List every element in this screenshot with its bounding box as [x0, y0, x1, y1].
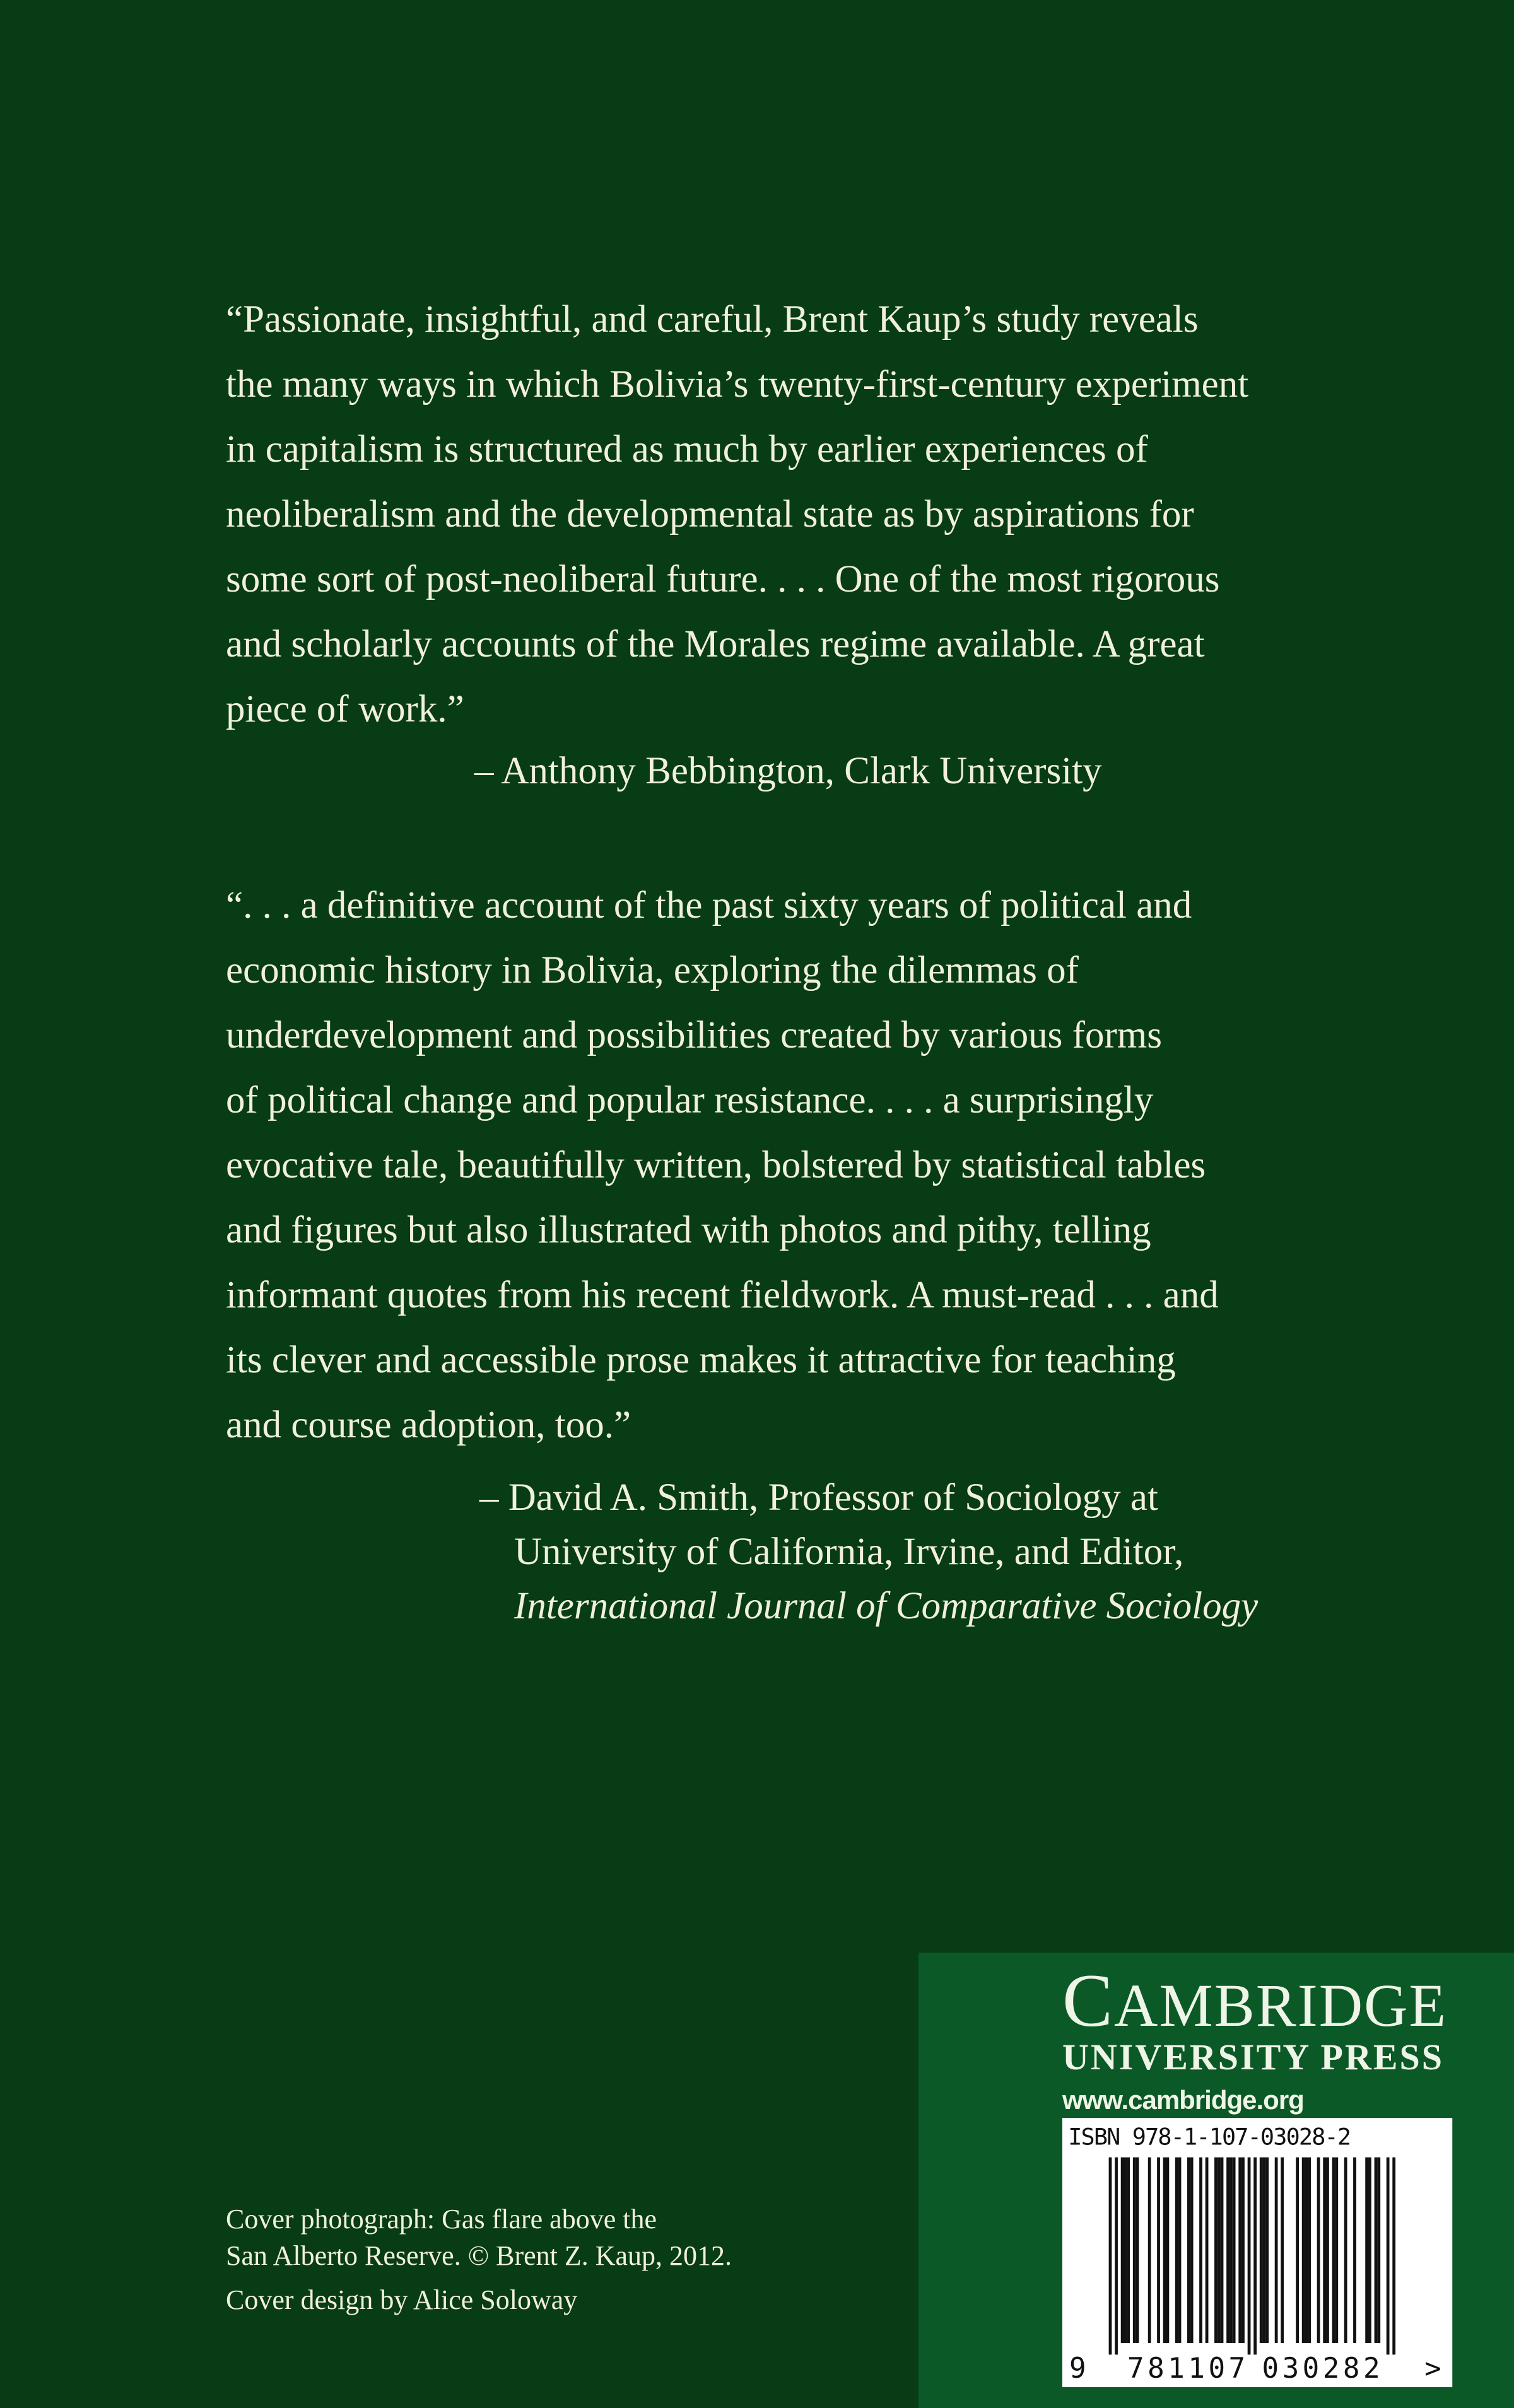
barcode-bar	[1302, 2158, 1305, 2343]
attribution-line: University of California, Irvine, and Editor,	[514, 1531, 1184, 1573]
quote-line: neoliberalism and the developmental state as by aspirations for	[226, 493, 1194, 535]
barcode-bar	[1368, 2158, 1371, 2343]
barcode-bar	[1275, 2158, 1278, 2343]
quote-line: some sort of post-neoliberal future. . . . One of the most rigorous	[226, 558, 1220, 600]
photo-credit-line: San Alberto Reserve. © Brent Z. Kaup, 2012.	[226, 2240, 732, 2271]
quote-line: informant quotes from his recent fieldwork. A must-read . . . and	[226, 1274, 1219, 1316]
publisher-subtitle: UNIVERSITY PRESS	[1062, 2037, 1445, 2078]
design-credit: Cover design by Alice Soloway	[226, 2284, 578, 2315]
quote-line: its clever and accessible prose makes it attractive for teaching	[226, 1339, 1176, 1381]
quote-line: “Passionate, insightful, and careful, Brent Kaup’s study reveals	[226, 298, 1199, 341]
barcode-bar	[1148, 2158, 1151, 2343]
quote-line: economic history in Bolivia, exploring the dilemmas of	[226, 949, 1079, 991]
photo-credit-line: Cover photograph: Gas flare above the	[226, 2204, 657, 2235]
publisher-name	[1062, 1958, 1448, 2042]
publisher-url: www.cambridge.org	[1062, 2085, 1304, 2115]
barcode-bar	[1296, 2158, 1299, 2343]
barcode-bar	[1221, 2158, 1224, 2343]
barcode-bars	[1062, 2118, 1452, 2387]
quote-line: “. . . a definitive account of the past sixty years of political and	[226, 884, 1192, 926]
cover-credits	[226, 2201, 732, 2318]
barcode-quiet-zone-arrow: >	[1424, 2352, 1441, 2385]
barcode-bar	[1253, 2158, 1257, 2355]
quote-bebbington	[226, 287, 1248, 742]
barcode-bar	[1241, 2158, 1245, 2343]
barcode-bar	[1190, 2158, 1194, 2343]
quote-line: and scholarly accounts of the Morales regime available. A great	[226, 623, 1205, 665]
barcode-bar	[1157, 2158, 1160, 2343]
quote-line: of political change and popular resistance. . . . a surprisingly	[226, 1079, 1154, 1121]
barcode-bar	[1344, 2158, 1347, 2343]
barcode-bar	[1187, 2158, 1190, 2343]
barcode-bar	[1392, 2158, 1395, 2355]
quote-line: and course adoption, too.”	[226, 1404, 631, 1446]
barcode-bar	[1136, 2158, 1139, 2343]
barcode-bar	[1121, 2158, 1124, 2343]
barcode-bar	[1226, 2158, 1229, 2343]
publisher-logo	[1062, 1958, 1448, 2115]
barcode-bar	[1375, 2158, 1378, 2343]
barcode-bar	[1323, 2158, 1326, 2343]
barcode-bar	[1133, 2158, 1136, 2343]
barcode-bar	[1206, 2158, 1209, 2343]
publisher-name-rest: AMBRIDGE	[1114, 1972, 1448, 2039]
barcode-bar	[1260, 2158, 1263, 2343]
barcode-bar	[1124, 2158, 1127, 2343]
barcode-bar	[1326, 2158, 1329, 2343]
quote-line: and figures but also illustrated with photos and pithy, telling	[226, 1209, 1151, 1251]
barcode-bar	[1353, 2158, 1356, 2343]
barcode-bar	[1199, 2158, 1202, 2343]
barcode-bar	[1365, 2158, 1368, 2343]
quote-line: evocative tale, beautifully written, bolstered by statistical tables	[226, 1144, 1206, 1186]
isbn-label: ISBN 978-1-107-03028-2	[1068, 2122, 1351, 2151]
barcode-bar	[1229, 2158, 1233, 2343]
isbn-barcode	[1062, 2118, 1452, 2387]
publisher-name-initial: C	[1062, 1958, 1115, 2042]
barcode-bar	[1317, 2158, 1320, 2343]
barcode-bar	[1115, 2158, 1118, 2355]
attribution-line: – David A. Smith, Professor of Sociology at	[479, 1476, 1158, 1519]
quote-smith	[226, 873, 1219, 1458]
barcode-bar	[1127, 2158, 1130, 2343]
barcode-digits-left: 781107	[1127, 2352, 1249, 2385]
barcode-bar	[1248, 2158, 1251, 2355]
barcode-lead-digit: 9	[1069, 2352, 1086, 2385]
barcode-bar	[1335, 2158, 1338, 2343]
barcode-bar	[1263, 2158, 1266, 2343]
attribution-journal	[479, 1579, 1258, 1634]
journal-title: International Journal of Comparative Sociology	[514, 1585, 1259, 1627]
barcode-bar	[1377, 2158, 1380, 2343]
attribution-bebbington: – Anthony Bebbington, Clark University	[474, 750, 1102, 792]
barcode-bar	[1308, 2158, 1311, 2343]
barcode-bar	[1109, 2158, 1112, 2355]
quote-line: the many ways in which Bolivia’s twenty-first-century experiment	[226, 363, 1249, 406]
quote-line: in capitalism is structured as much by earlier experiences of	[226, 428, 1148, 470]
barcode-bar	[1218, 2158, 1221, 2343]
barcode-bar	[1305, 2158, 1308, 2343]
barcode-bar	[1265, 2158, 1269, 2343]
barcode-bar	[1281, 2158, 1284, 2343]
barcode-bar	[1238, 2158, 1241, 2343]
barcode-bar	[1166, 2158, 1169, 2343]
barcode-bar	[1332, 2158, 1335, 2343]
quote-line: underdevelopment and possibilities created by various forms	[226, 1014, 1162, 1056]
barcode-bar	[1387, 2158, 1390, 2355]
barcode-bar	[1233, 2158, 1236, 2343]
barcode-bar	[1214, 2158, 1218, 2343]
barcode-bar	[1163, 2158, 1166, 2343]
barcode-digits-right: 030282	[1262, 2352, 1384, 2385]
publisher-box	[918, 1953, 1514, 2408]
attribution-smith	[479, 1471, 1258, 1634]
quote-line: piece of work.”	[226, 688, 464, 730]
barcode-bar	[1178, 2158, 1182, 2343]
barcode-bar	[1175, 2158, 1178, 2343]
